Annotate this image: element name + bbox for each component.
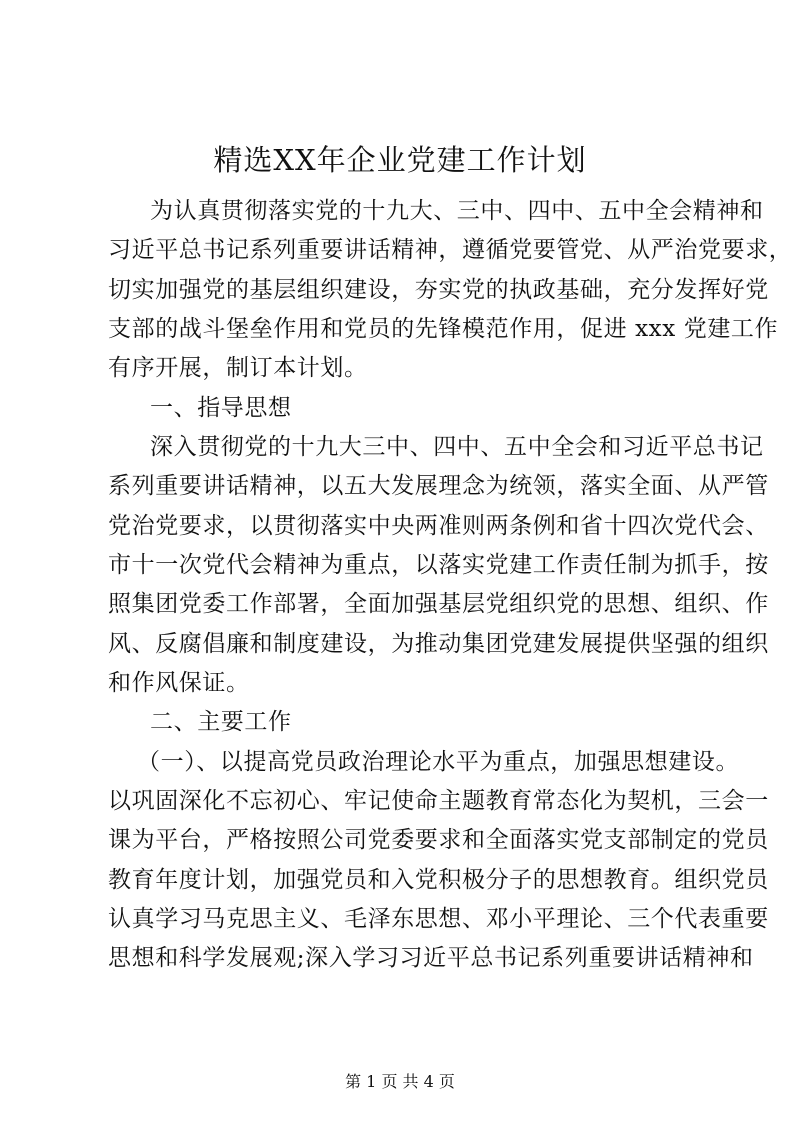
paragraph-line: 照集团党委工作部署，全面加强基层党组织党的思想、组织、作 <box>108 591 769 617</box>
paragraph-line: 和作风保证。 <box>108 670 250 696</box>
document-title: 精选XX年企业党建工作计划 <box>213 143 587 177</box>
paragraph-line: 认真学习马克思主义、毛泽东思想、邓小平理论、三个代表重要 <box>108 906 769 932</box>
subsection-heading: （一）、以提高党员政治理论水平为重点，加强思想建设。 <box>137 749 740 775</box>
page-footer: 第 1 页 共 4 页 <box>345 1072 455 1091</box>
paragraph-line: 教育年度计划，加强党员和入党积极分子的思想教育。组织党员 <box>108 867 769 893</box>
paragraph-line: 风、反腐倡廉和制度建设，为推动集团党建发展提供坚强的组织 <box>108 631 769 657</box>
paragraph-line: 市十一次党代会精神为重点，以落实党建工作责任制为抓手，按 <box>108 552 769 578</box>
paragraph-line: 思想和科学发展观;深入学习习近平总书记系列重要讲话精神和 <box>108 945 754 971</box>
paragraph-line: 习近平总书记系列重要讲话精神，遵循党要管党、从严治党要求， <box>108 237 793 263</box>
paragraph-line: 有序开展，制订本计划。 <box>108 355 368 381</box>
paragraph-line: 深入贯彻党的十九大三中、四中、五中全会和习近平总书记 <box>150 434 764 460</box>
paragraph-line: 党治党要求，以贯彻落实中央两准则两条例和省十四次党代会、 <box>108 513 769 539</box>
paragraph-line: 切实加强党的基层组织建设，夯实党的执政基础，充分发挥好党 <box>108 277 769 303</box>
section-heading: 二、主要工作 <box>150 709 292 735</box>
paragraph-line: 系列重要讲话精神，以五大发展理念为统领，落实全面、从严管 <box>108 473 769 499</box>
paragraph-line: 支部的战斗堡垒作用和党员的先锋模范作用，促进 xxx 党建工作 <box>108 316 779 342</box>
section-heading: 一、指导思想 <box>150 395 292 421</box>
paragraph-line: 以巩固深化不忘初心、牢记使命主题教育常态化为契机，三会一 <box>108 788 769 814</box>
paragraph-line: 为认真贯彻落实党的十九大、三中、四中、五中全会精神和 <box>150 198 764 224</box>
paragraph-line: 课为平台，严格按照公司党委要求和全面落实党支部制定的党员 <box>108 827 769 853</box>
